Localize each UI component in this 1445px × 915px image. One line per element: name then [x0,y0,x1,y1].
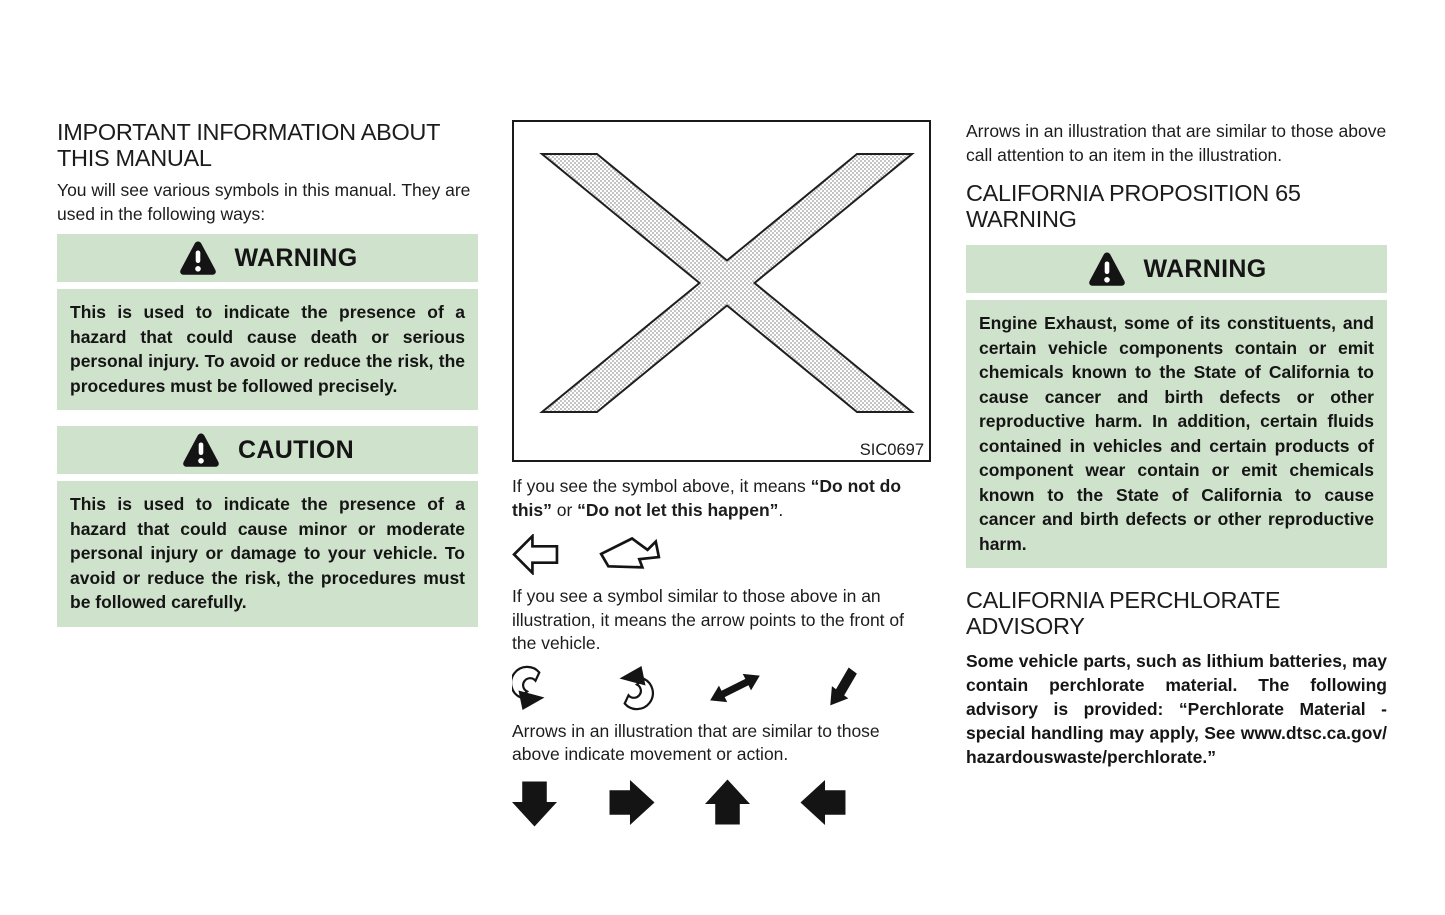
caution-banner [57,426,478,474]
caution-body-text: This is used to indicate the presence of a hazard that could cause minor or moderate personal injury or damage to your vehicle. To avoid or reduce the risk, the procedures must be followed carefully. [57,481,478,627]
warning-banner [57,234,478,282]
warning-banner [966,245,1387,293]
arrow-double-diagonal-icon [706,669,766,707]
arrow-curve-left-icon [609,664,654,712]
movement-caption: Arrows in an illustration that are similar to those above indicate movement or action. [512,720,880,764]
movement-arrows-row [512,664,931,712]
warning-body-text: This is used to indicate the presence of a hazard that could cause death or serious personal injury. To avoid or reduce the risk, the procedures must be followed precisely. [57,289,478,410]
symbol-caption-text: or [551,499,578,520]
front-caption: If you see a symbol similar to those above in an illustration, it means the arrow points to the front of the vehicle. [512,586,904,653]
section-title-prop65: CALIFORNIA PROPOSITION 65 WARNING [966,180,1301,232]
arrow-left-outline-icon [512,534,559,575]
arrow-left-solid-icon [800,780,848,825]
symbol-caption-text: If you see the symbol above, it means [512,476,811,496]
intro-paragraph: You will see various symbols in this manual. They are used in the following ways: [57,180,471,224]
arrow-right-solid-icon [607,780,655,825]
warning-triangle-icon [1087,250,1127,288]
direction-arrows-row [512,779,931,827]
arrow-up-solid-icon [705,779,750,827]
warning-triangle-icon [181,431,221,469]
arrow-down-solid-icon [512,779,557,827]
middle-column [512,120,931,827]
arrow-front-perspective-outline-icon [597,536,663,574]
section-title-perchlorate: CALIFORNIA PERCHLORATE ADVISORY [966,587,1281,639]
figure-code-label: SIC0697 [857,441,927,460]
warning-banner-label: WARNING [234,243,358,272]
symbol-caption-text: . [778,499,784,520]
do-not-do-this-phrase: “Do not do this” [512,476,902,520]
do-not-symbol-figure [512,120,931,462]
prop65-warning-body-text: Engine Exhaust, some of its constituents, and certain vehicle components contain or emit chemicals known to the State of California to cause cancer and birth defects or other reproductive harm. In addition, certain fluids contained in vehicles and certain products of component wear contain or emit chemicals known to the State of California to cause cancer and birth defects or other reproductive harm. [966,300,1387,568]
warning-triangle-icon [178,239,218,277]
perchlorate-body-text: Some vehicle parts, such as lithium batteries, may contain perchlorate material. The following advisory is provided: “Perchlorate Material - special handling may apply, See www.dtsc.ca.gov/ hazardouswaste/perchlorate.” [966,651,1387,767]
do-not-let-happen-phrase: “Do not let this happen” [577,499,779,520]
arrow-curve-right-icon [512,664,557,712]
caution-banner-label: CAUTION [238,435,354,464]
attention-caption: Arrows in an illustration that are similar to those above call attention to an item in the illustration. [966,121,1387,165]
section-title-important-information: IMPORTANT INFORMATION ABOUT THIS MANUAL [57,119,440,171]
do-not-x-symbol [514,122,929,456]
symbol-caption [512,475,931,522]
left-column [57,120,478,627]
right-column [966,120,1387,769]
warning-banner-label: WARNING [1143,254,1267,283]
front-arrows-row [512,534,931,575]
arrow-bent-down-icon [818,664,863,712]
